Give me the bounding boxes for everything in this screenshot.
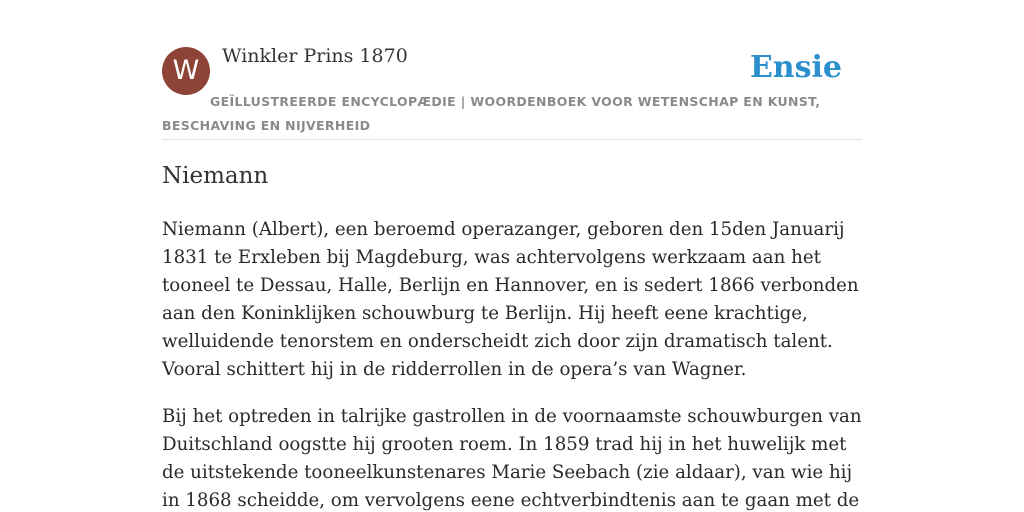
entry-paragraph: Niemann (Albert), een beroemd operazanger, geboren den 15den Januarij 1831 te Erxleben bij Magdeburg, was achtervolgens werkzaam aan het tooneel te Dessau, Halle, Berlijn en Hannover, en is sedert 1866 verbonden aan den Koninklijken schouwburg te Berlijn. Hij heeft eene krachtige, welluidende tenorstem en onderscheidt zich door zijn dramatisch talent. Vooral schittert hij in de ridderrollen in de opera’s van Wagner.	[162, 219, 859, 380]
source-subtitle: GEÏLLUSTREERDE ENCYCLOPÆDIE | WOORDENBOEK VOOR WETENSCHAP EN KUNST, BESCHAVING EN NIJVERHEID	[162, 94, 821, 133]
entry-title: Niemann	[162, 163, 269, 189]
header	[162, 0, 862, 140]
entry-paragraph: Bij het optreden in talrijke gastrollen in de voornaamste schouwburgen van Duitschland oogstte hij grooten roem. In 1859 trad hij in het huwelijk met de uitstekende tooneelkunstenares Marie Seebach (zie aldaar), van wie hij in 1868 scheidde, om vervolgens eene echtverbindtenis aan te gaan met de	[162, 406, 862, 511]
ensie-logo[interactable]: Ensie	[749, 50, 842, 85]
source-title-link[interactable]: Winkler Prins 1870	[222, 45, 408, 67]
entry-body	[162, 216, 862, 512]
source-avatar[interactable]: W	[162, 47, 210, 95]
page-content	[162, 0, 862, 511]
